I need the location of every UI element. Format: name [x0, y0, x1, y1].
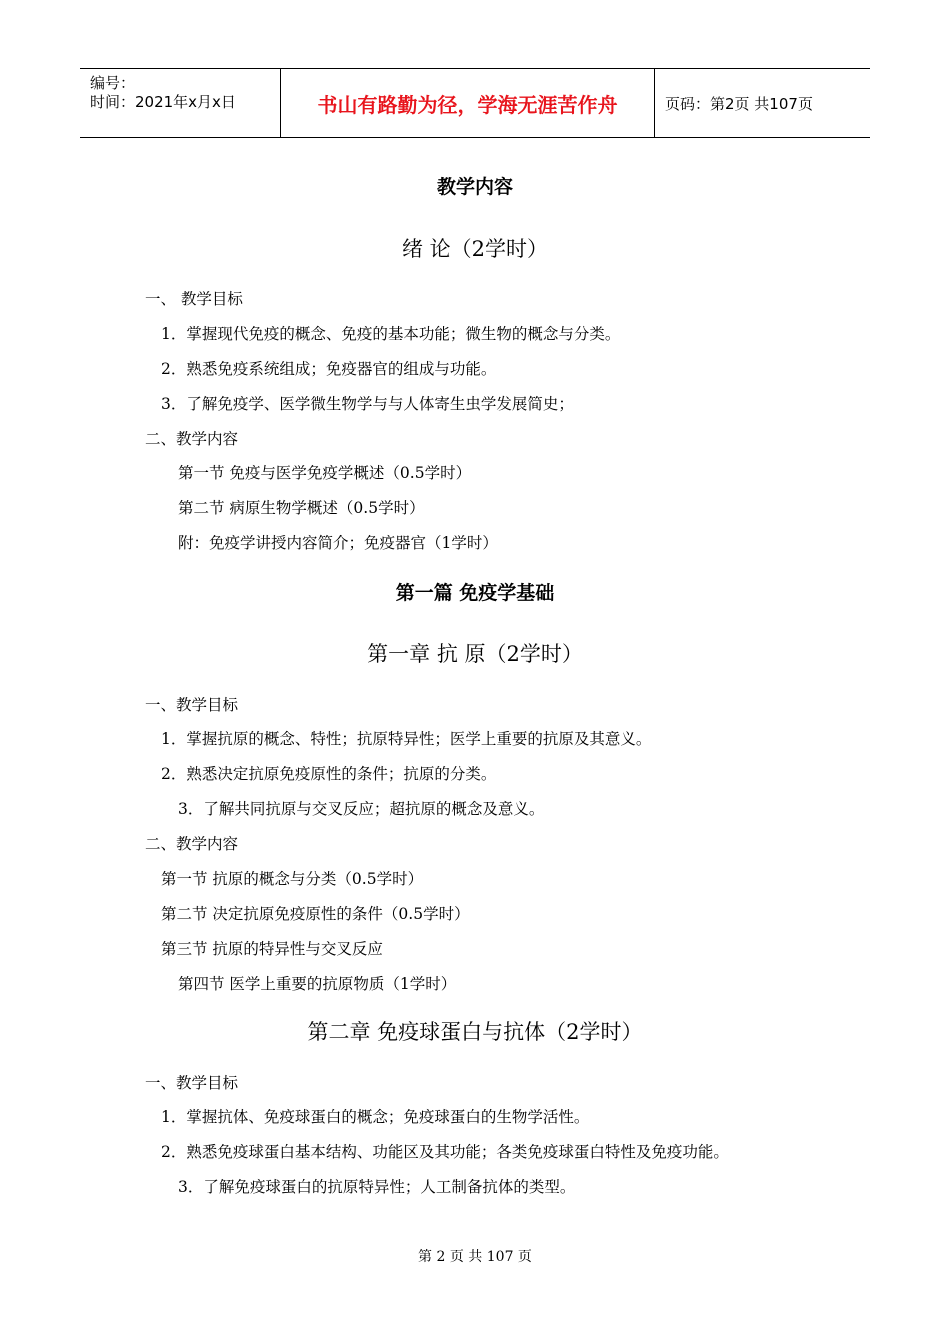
intro-content-1: 第一节 免疫与医学免疫学概述（0.5学时） [178, 464, 472, 482]
header-table [80, 68, 870, 138]
intro-goal-3: 3．了解免疫学、医学微生物学与与人体寄生虫学发展简史； [161, 395, 574, 413]
chapter1-title: 第一章 抗 原（2学时） [367, 642, 583, 666]
chapter1-content-3: 第三节 抗原的特异性与交叉反应 [161, 940, 383, 958]
chapter1-goal-2: 2．熟悉决定抗原免疫原性的条件；抗原的分类。 [161, 765, 497, 783]
chapter2-goal-heading: 一、教学目标 [145, 1074, 239, 1092]
chapter1-content-heading: 二、教学内容 [145, 835, 239, 853]
header-motto: 书山有路勤为径，学海无涯苦作舟 [281, 69, 655, 137]
header-number: 编号： [90, 74, 136, 92]
part1-title: 第一篇 免疫学基础 [395, 582, 555, 604]
header-meta-cell [80, 69, 281, 137]
main-title: 教学内容 [436, 176, 513, 198]
header-date: 时间：2021年x月x日 [90, 93, 236, 111]
intro-goal-1: 1．掌握现代免疫的概念、免疫的基本功能；微生物的概念与分类。 [161, 325, 621, 343]
page-footer: 第 2 页 共 107 页 [418, 1249, 532, 1265]
chapter2-goal-3: 3．了解免疫球蛋白的抗原特异性；人工制备抗体的类型。 [178, 1178, 576, 1196]
chapter1-content-4: 第四节 医学上重要的抗原物质（1学时） [178, 975, 457, 993]
chapter1-content-2: 第二节 决定抗原免疫原性的条件（0.5学时） [161, 905, 470, 923]
chapter2-goal-1: 1．掌握抗体、免疫球蛋白的概念；免疫球蛋白的生物学活性。 [161, 1108, 590, 1126]
chapter1-goal-1: 1．掌握抗原的概念、特性；抗原特异性；医学上重要的抗原及其意义。 [161, 730, 652, 748]
chapter1-goal-heading: 一、教学目标 [145, 696, 239, 714]
intro-content-3: 附：免疫学讲授内容简介；免疫器官（1学时） [178, 534, 498, 552]
chapter1-goal-3: 3．了解共同抗原与交叉反应；超抗原的概念及意义。 [178, 800, 545, 818]
intro-content-heading: 二、教学内容 [145, 430, 239, 448]
intro-goal-2: 2．熟悉免疫系统组成；免疫器官的组成与功能。 [161, 360, 497, 378]
chapter2-title: 第二章 免疫球蛋白与抗体（2学时） [307, 1020, 643, 1044]
intro-title: 绪 论（2学时） [401, 237, 549, 261]
chapter1-content-1: 第一节 抗原的概念与分类（0.5学时） [161, 870, 424, 888]
header-page-info: 页码：第2页 共107页 [665, 94, 813, 113]
intro-content-2: 第二节 病原生物学概述（0.5学时） [178, 499, 425, 517]
intro-goal-heading: 一、 教学目标 [145, 290, 243, 308]
chapter2-goal-2: 2．熟悉免疫球蛋白基本结构、功能区及其功能；各类免疫球蛋白特性及免疫功能。 [161, 1143, 729, 1161]
